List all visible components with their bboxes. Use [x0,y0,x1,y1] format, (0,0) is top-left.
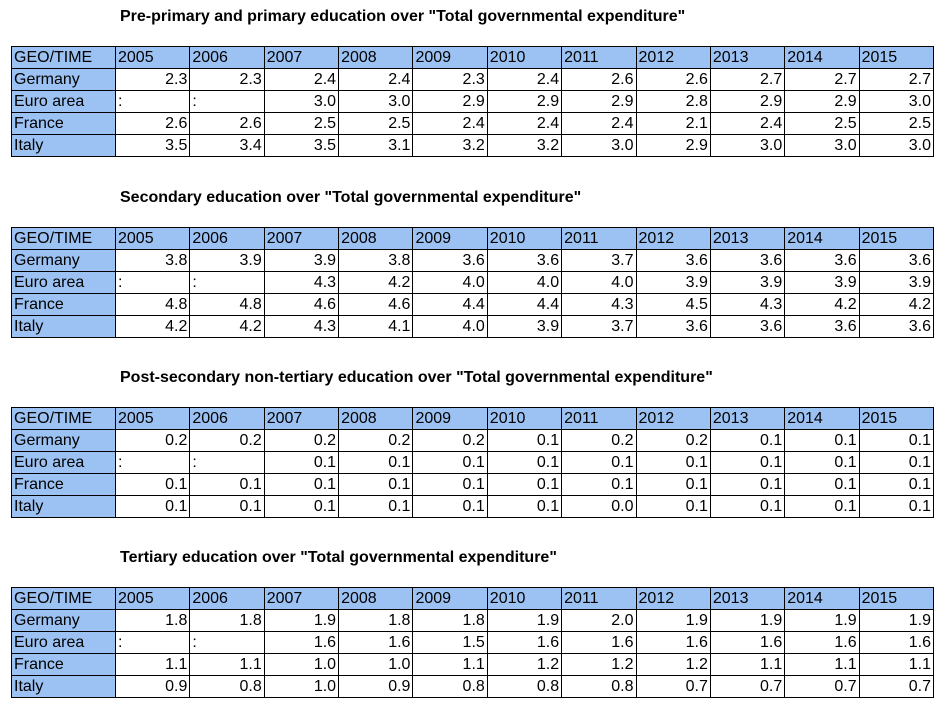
header-geo-time: GEO/TIME [12,228,116,250]
table-cell: 3.1 [339,135,413,157]
table-cell: 0.1 [636,474,710,496]
table-cell: 0.1 [339,452,413,474]
table-cell: 3.0 [859,135,933,157]
table-row [12,474,934,496]
table-cell: 1.9 [859,610,933,632]
data-table [11,407,934,518]
table-cell: 2.4 [487,113,561,135]
table-cell: : [190,91,264,113]
table-cell: 1.1 [413,654,487,676]
table-cell: 3.9 [710,272,784,294]
table-row [12,135,934,157]
table-cell: 0.1 [710,452,784,474]
header-year: 2007 [264,228,338,250]
table-cell: 0.7 [785,676,859,698]
header-geo-time: GEO/TIME [12,588,116,610]
table-cell: 4.2 [339,272,413,294]
table-cell: 0.2 [264,430,338,452]
table-cell: 3.5 [116,135,190,157]
table-cell: 0.8 [562,676,636,698]
table-title: Pre-primary and primary education over "Total governmental expenditure" [120,8,686,25]
table-cell: 3.6 [413,250,487,272]
row-label: France [12,474,116,496]
header-year: 2010 [487,228,561,250]
table-cell: 1.1 [710,654,784,676]
table-cell: 3.6 [859,250,933,272]
table-title: Secondary education over "Total governmental expenditure" [120,189,582,206]
table-cell: 0.1 [413,474,487,496]
header-year: 2012 [636,588,710,610]
data-table [11,46,934,157]
table-cell: 1.2 [487,654,561,676]
table-cell: 3.8 [116,250,190,272]
table-cell: 1.9 [264,610,338,632]
table-cell: 0.1 [190,496,264,518]
header-year: 2006 [190,228,264,250]
table-cell: 4.3 [562,294,636,316]
table-cell: 1.0 [264,676,338,698]
table-title: Tertiary education over "Total governmental expenditure" [120,549,557,566]
table-cell: 4.0 [487,272,561,294]
table-cell: 1.6 [562,632,636,654]
table-cell: 1.6 [785,632,859,654]
table-cell: : [190,452,264,474]
table-cell: 4.2 [190,316,264,338]
table-cell: 4.3 [264,272,338,294]
table-cell: 0.1 [264,496,338,518]
table-cell: 0.1 [264,474,338,496]
header-row [12,47,934,69]
table-cell: 2.4 [562,113,636,135]
table-cell: 3.9 [785,272,859,294]
table-cell: 0.1 [190,474,264,496]
table-cell: : [190,632,264,654]
table-cell: 2.3 [116,69,190,91]
table-cell: 0.1 [859,452,933,474]
table-title: Post-secondary non-tertiary education over "Total governmental expenditure" [120,369,713,386]
table-cell: 3.6 [487,250,561,272]
table-cell: 1.0 [264,654,338,676]
table-cell: 3.7 [562,316,636,338]
header-year: 2011 [562,228,636,250]
header-year: 2014 [785,588,859,610]
table-cell: 2.0 [562,610,636,632]
table-cell: 3.7 [562,250,636,272]
table-cell: 2.9 [636,135,710,157]
header-year: 2010 [487,588,561,610]
table-cell: 2.1 [636,113,710,135]
table-cell: 2.9 [785,91,859,113]
header-year: 2008 [339,228,413,250]
table-cell: 4.3 [710,294,784,316]
table-cell: 1.6 [710,632,784,654]
table-row [12,91,934,113]
table-cell: 2.5 [785,113,859,135]
table-cell: 1.8 [116,610,190,632]
header-year: 2010 [487,47,561,69]
table-cell: 1.5 [413,632,487,654]
table-cell: 0.0 [562,496,636,518]
table-cell: 3.2 [487,135,561,157]
header-row [12,588,934,610]
table-cell: 3.6 [710,316,784,338]
header-year: 2013 [710,47,784,69]
table-cell: 2.7 [710,69,784,91]
header-year: 2013 [710,228,784,250]
table-cell: 1.1 [859,654,933,676]
table-cell: 2.4 [710,113,784,135]
header-year: 2011 [562,408,636,430]
header-geo-time: GEO/TIME [12,47,116,69]
table-cell: 1.9 [487,610,561,632]
header-year: 2006 [190,588,264,610]
table-cell: 0.1 [859,474,933,496]
row-label: Euro area [12,632,116,654]
table-cell: 2.9 [710,91,784,113]
table-cell: 0.7 [710,676,784,698]
table-cell: 2.6 [562,69,636,91]
table-cell: 0.1 [264,452,338,474]
table-cell: 2.7 [859,69,933,91]
table-row [12,69,934,91]
table-row [12,294,934,316]
table-cell: 3.8 [339,250,413,272]
table-cell: 0.1 [636,496,710,518]
table-cell: 2.8 [636,91,710,113]
table-cell: 3.5 [264,135,338,157]
header-row [12,228,934,250]
header-year: 2006 [190,47,264,69]
row-label: Euro area [12,272,116,294]
header-year: 2008 [339,588,413,610]
table-cell: 2.6 [190,113,264,135]
table-cell: 1.2 [636,654,710,676]
table-row [12,250,934,272]
table-cell: 0.1 [116,474,190,496]
header-year: 2009 [413,408,487,430]
table-row [12,496,934,518]
table-cell: 3.9 [859,272,933,294]
row-label: Euro area [12,91,116,113]
table-cell: 3.0 [859,91,933,113]
table-cell: 2.3 [190,69,264,91]
table-cell: 1.0 [339,654,413,676]
table-cell: 3.0 [710,135,784,157]
table-cell: 3.6 [785,316,859,338]
header-year: 2011 [562,47,636,69]
table-cell: 0.1 [487,474,561,496]
row-label: Italy [12,676,116,698]
row-label: France [12,113,116,135]
table-row [12,610,934,632]
header-year: 2006 [190,408,264,430]
row-label: Germany [12,250,116,272]
table-cell: 2.9 [562,91,636,113]
header-year: 2010 [487,408,561,430]
header-year: 2015 [859,228,933,250]
row-label: Italy [12,135,116,157]
table-cell: 2.3 [413,69,487,91]
table-cell: 4.5 [636,294,710,316]
row-label: Italy [12,496,116,518]
header-row [12,408,934,430]
table-cell: 3.9 [636,272,710,294]
table-cell: 0.1 [413,452,487,474]
table-cell: 1.6 [339,632,413,654]
table-cell: : [116,272,190,294]
header-year: 2015 [859,588,933,610]
table-cell: 0.2 [339,430,413,452]
table-cell: 0.2 [562,430,636,452]
table-cell: 4.0 [413,272,487,294]
table-cell: 2.5 [859,113,933,135]
table-cell: 2.4 [413,113,487,135]
row-label: Italy [12,316,116,338]
table-cell: 1.6 [636,632,710,654]
table-cell: 0.1 [339,474,413,496]
table-cell: 1.8 [413,610,487,632]
table-cell: 0.2 [636,430,710,452]
header-year: 2013 [710,588,784,610]
table-cell: 4.2 [116,316,190,338]
table-cell: 2.4 [264,69,338,91]
header-year: 2005 [116,408,190,430]
table-cell: 0.1 [636,452,710,474]
header-year: 2014 [785,408,859,430]
table-cell: 0.1 [413,496,487,518]
table-cell: 2.4 [487,69,561,91]
table-cell: 0.2 [116,430,190,452]
table-cell: 0.1 [859,430,933,452]
table-cell: 0.1 [785,452,859,474]
table-row [12,430,934,452]
table-cell: 3.4 [190,135,264,157]
table-cell: 1.9 [636,610,710,632]
table-cell: 0.1 [487,452,561,474]
header-year: 2007 [264,47,338,69]
table-cell: 2.6 [636,69,710,91]
table-cell: : [116,91,190,113]
header-year: 2005 [116,228,190,250]
table-row [12,676,934,698]
row-label: Germany [12,610,116,632]
table-cell: 2.5 [264,113,338,135]
table-cell: 0.1 [487,496,561,518]
table-cell: 3.6 [636,250,710,272]
table-cell: 0.8 [413,676,487,698]
header-year: 2007 [264,588,338,610]
header-year: 2013 [710,408,784,430]
header-year: 2014 [785,47,859,69]
table-cell: 0.1 [116,496,190,518]
table-cell: 4.4 [487,294,561,316]
table-cell: 0.9 [116,676,190,698]
header-year: 2005 [116,47,190,69]
table-cell: 3.9 [487,316,561,338]
table-row [12,654,934,676]
table-cell: 1.9 [710,610,784,632]
table-cell: 1.1 [116,654,190,676]
header-year: 2012 [636,228,710,250]
table-cell: 2.9 [487,91,561,113]
table-cell: 1.8 [190,610,264,632]
table-cell: 4.2 [785,294,859,316]
header-year: 2015 [859,47,933,69]
table-cell: 4.8 [116,294,190,316]
header-year: 2009 [413,228,487,250]
header-year: 2009 [413,47,487,69]
table-cell: 3.6 [636,316,710,338]
table-cell: 4.8 [190,294,264,316]
table-cell: 3.0 [785,135,859,157]
header-year: 2011 [562,588,636,610]
table-cell: 1.6 [487,632,561,654]
table-cell: 1.2 [562,654,636,676]
table-cell: 2.4 [339,69,413,91]
table-cell: 0.1 [710,496,784,518]
row-label: Euro area [12,452,116,474]
header-year: 2009 [413,588,487,610]
table-cell: 4.2 [859,294,933,316]
table-row [12,452,934,474]
header-year: 2012 [636,47,710,69]
table-cell: 1.1 [190,654,264,676]
table-cell: 1.9 [785,610,859,632]
table-cell: 0.7 [636,676,710,698]
table-cell: : [116,632,190,654]
table-cell: 2.9 [413,91,487,113]
header-year: 2005 [116,588,190,610]
header-year: 2015 [859,408,933,430]
table-cell: 3.6 [710,250,784,272]
table-row [12,113,934,135]
table-row [12,272,934,294]
data-table [11,227,934,338]
header-year: 2014 [785,228,859,250]
table-cell: 0.1 [785,474,859,496]
table-cell: 2.5 [339,113,413,135]
table-cell: 0.9 [339,676,413,698]
row-label: Germany [12,430,116,452]
table-cell: 0.1 [487,430,561,452]
table-cell: 0.8 [190,676,264,698]
table-cell: 1.1 [785,654,859,676]
table-cell: 4.0 [562,272,636,294]
table-cell: 0.7 [859,676,933,698]
table-cell: 4.6 [339,294,413,316]
table-cell: 1.8 [339,610,413,632]
row-label: France [12,654,116,676]
table-cell: 3.0 [264,91,338,113]
table-cell: : [190,272,264,294]
table-cell: : [116,452,190,474]
table-cell: 0.2 [190,430,264,452]
row-label: Germany [12,69,116,91]
data-table [11,587,934,698]
table-row [12,632,934,654]
table-cell: 3.6 [859,316,933,338]
table-cell: 4.1 [339,316,413,338]
table-cell: 1.6 [859,632,933,654]
table-cell: 3.6 [785,250,859,272]
table-cell: 0.1 [562,452,636,474]
table-cell: 0.1 [562,474,636,496]
table-cell: 3.9 [190,250,264,272]
table-cell: 3.0 [562,135,636,157]
header-year: 2012 [636,408,710,430]
header-year: 2008 [339,408,413,430]
table-cell: 3.9 [264,250,338,272]
table-cell: 3.2 [413,135,487,157]
header-year: 2008 [339,47,413,69]
table-cell: 4.6 [264,294,338,316]
table-row [12,316,934,338]
table-cell: 4.0 [413,316,487,338]
header-year: 2007 [264,408,338,430]
table-cell: 4.4 [413,294,487,316]
header-geo-time: GEO/TIME [12,408,116,430]
table-cell: 2.6 [116,113,190,135]
table-cell: 0.1 [339,496,413,518]
table-cell: 2.7 [785,69,859,91]
table-cell: 0.1 [710,430,784,452]
row-label: France [12,294,116,316]
table-cell: 0.1 [785,430,859,452]
table-cell: 0.1 [785,496,859,518]
table-cell: 0.2 [413,430,487,452]
table-cell: 0.1 [859,496,933,518]
table-cell: 1.6 [264,632,338,654]
table-cell: 3.0 [339,91,413,113]
table-cell: 0.8 [487,676,561,698]
table-cell: 0.1 [710,474,784,496]
table-cell: 4.3 [264,316,338,338]
